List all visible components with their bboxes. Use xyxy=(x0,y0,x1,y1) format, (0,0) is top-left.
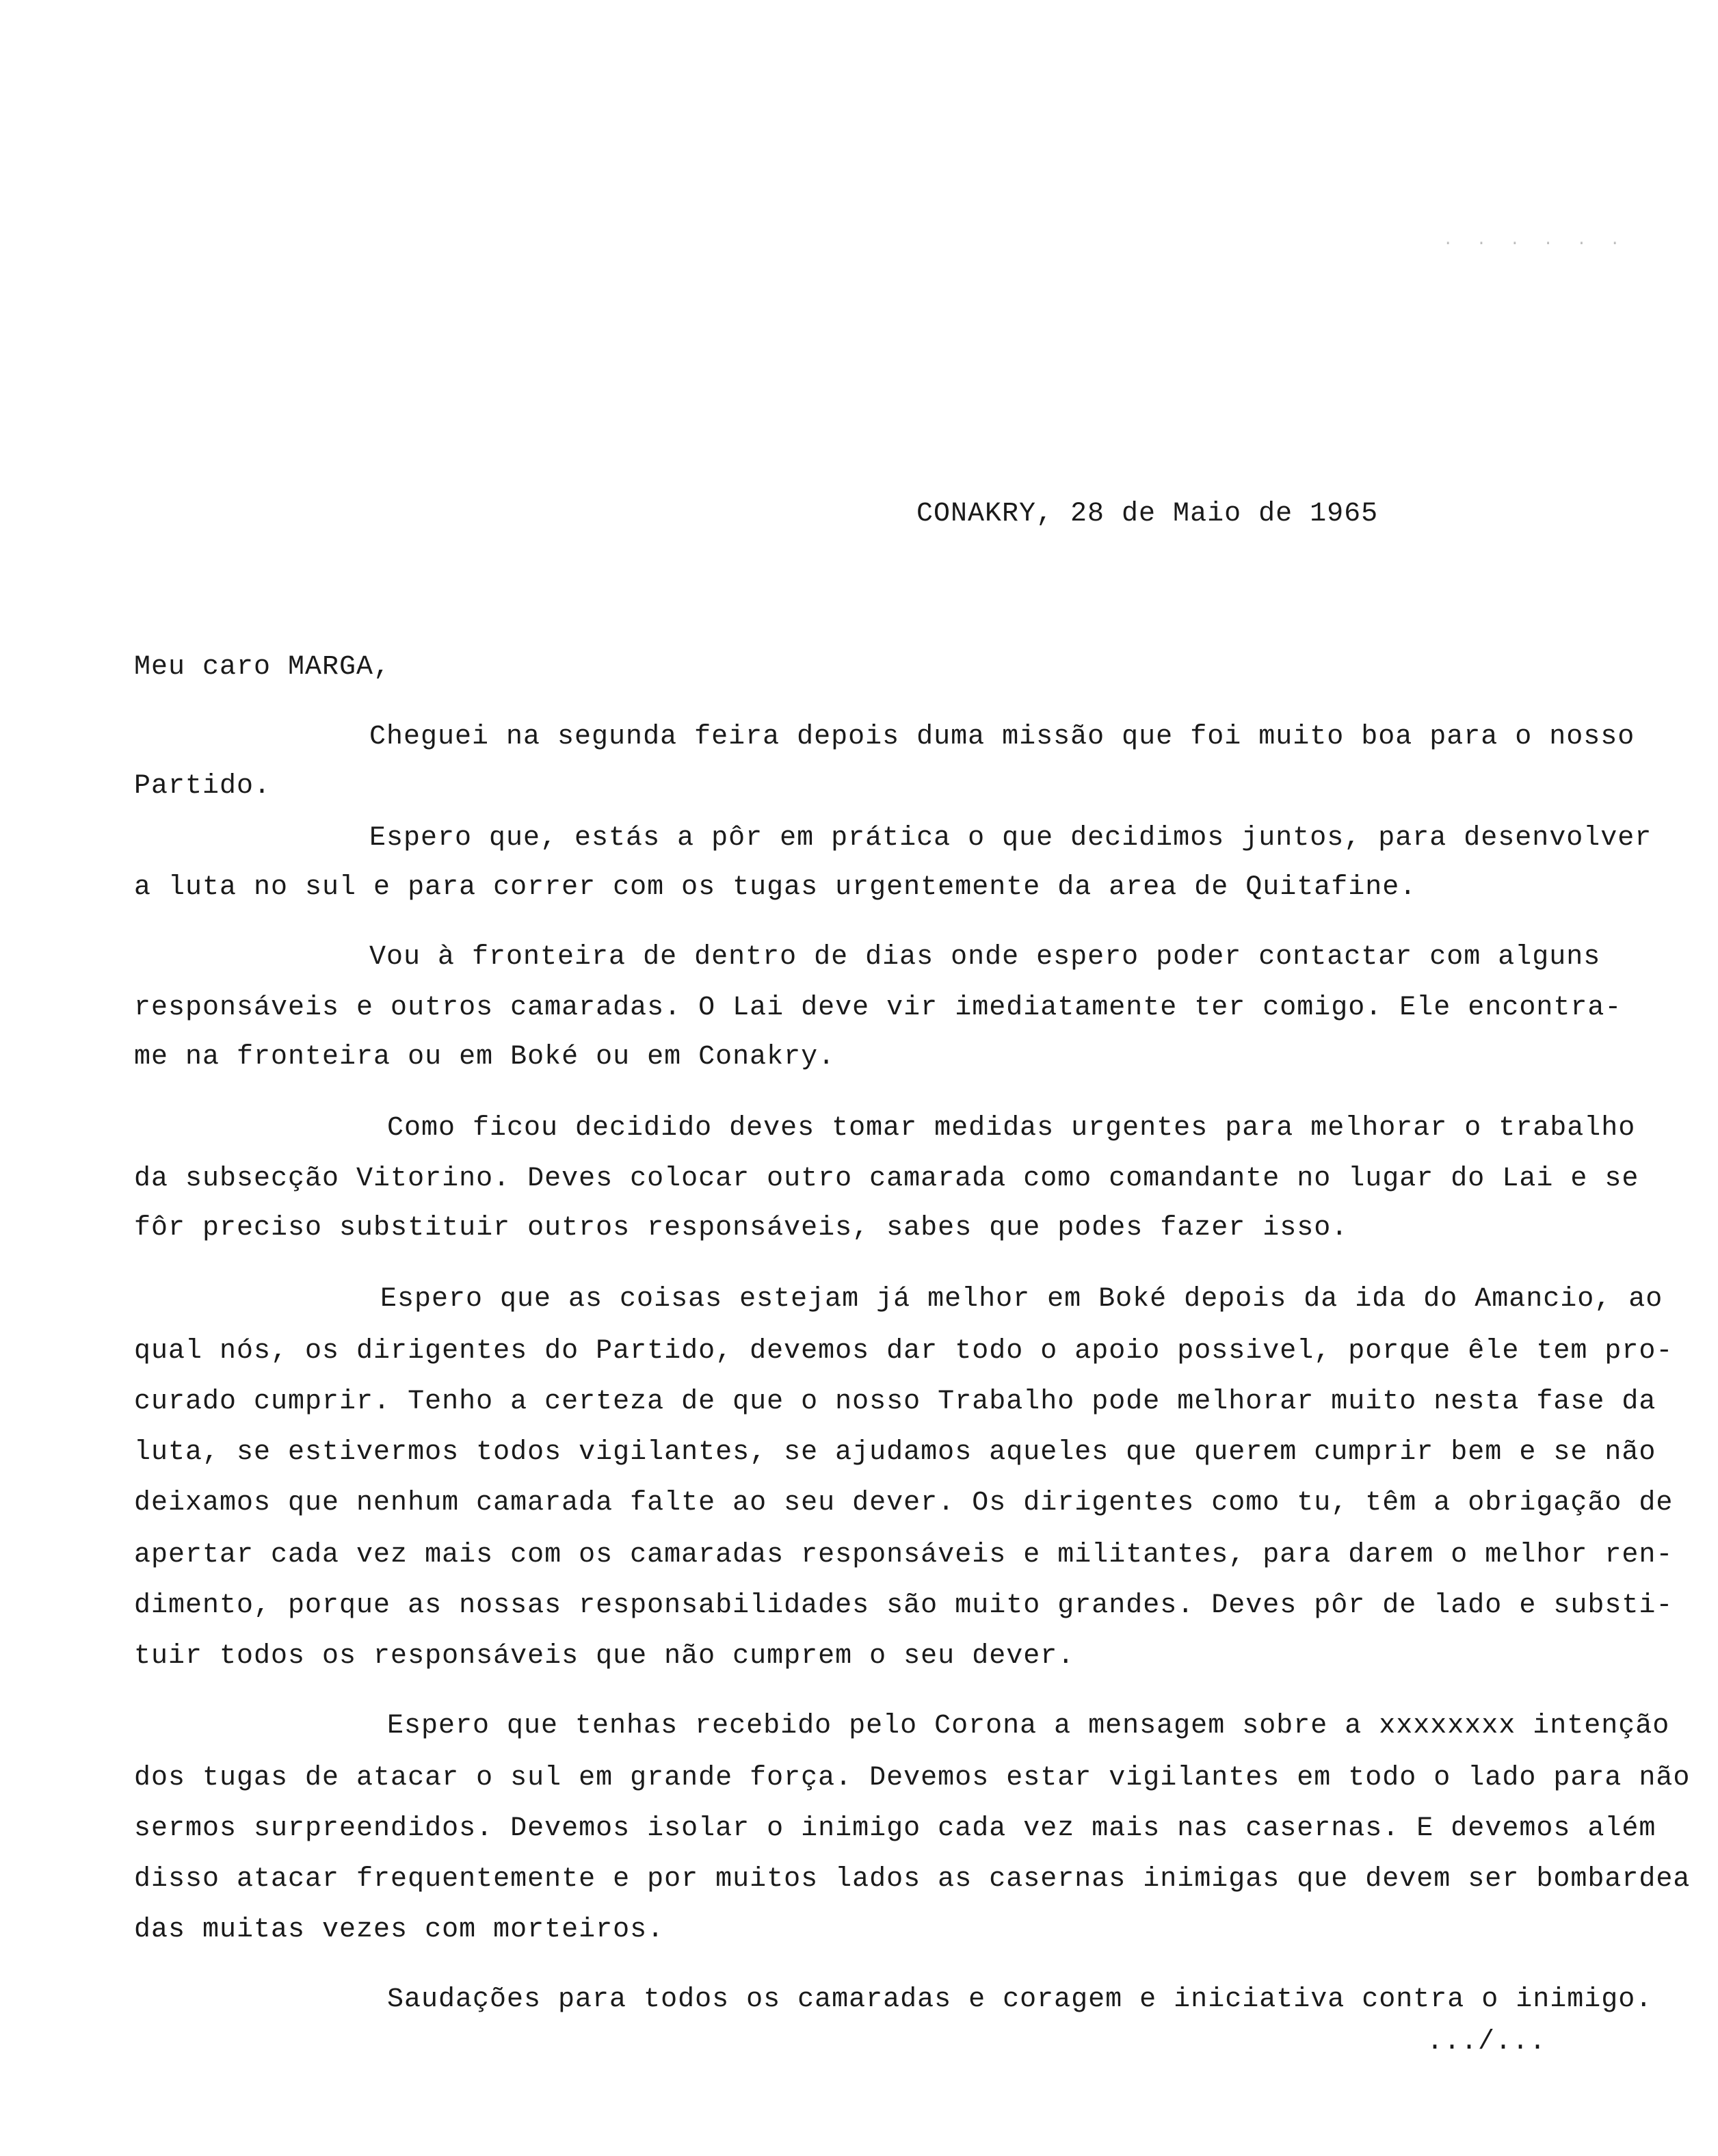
paragraph-2-line-1: Espero que, estás a pôr em prática o que decidimos juntos, para desenvolver xyxy=(369,823,1652,854)
paragraph-5-line-1: Espero que as coisas estejam já melhor em Boké depois da ida do Amancio, ao xyxy=(380,1284,1663,1315)
paragraph-4-line-3: fôr preciso substituir outros responsáveis, sabes que podes fazer isso. xyxy=(134,1213,1349,1244)
paragraph-6-line-1: Espero que tenhas recebido pelo Corona a mensagem sobre a xxxxxxxx intenção xyxy=(387,1711,1670,1741)
paragraph-1-line-2: Partido. xyxy=(134,771,272,802)
paragraph-3-line-1: Vou à fronteira de dentro de dias onde espero poder contactar com alguns xyxy=(369,942,1601,973)
paragraph-5-line-7: dimento, porque as nossas responsabilidades são muito grandes. Deves pôr de lado e substi- xyxy=(134,1590,1674,1621)
paragraph-3-line-2: responsáveis e outros camaradas. O Lai deve vir imediatamente ter comigo. Ele encontra- xyxy=(134,992,1622,1023)
paragraph-3-line-3: me na fronteira ou em Boké ou em Conakry. xyxy=(134,1042,836,1073)
continuation-mark: .../... xyxy=(1427,2027,1547,2058)
date-line: CONAKRY, 28 de Maio de 1965 xyxy=(916,499,1379,529)
faint-dots: . . . . . . xyxy=(1443,231,1627,250)
paragraph-5-line-5: deixamos que nenhum camarada falte ao seu dever. Os dirigentes como tu, têm a obrigação de xyxy=(134,1488,1674,1519)
paragraph-6-line-5: das muitas vezes com morteiros. xyxy=(134,1915,665,1945)
paragraph-7-line-1: Saudações para todos os camaradas e coragem e iniciativa contra o inimigo. xyxy=(387,1984,1653,2015)
paragraph-1-line-1: Cheguei na segunda feira depois duma missão que foi muito boa para o nosso xyxy=(369,722,1635,752)
paragraph-6-line-4: disso atacar frequentemente e por muitos lados as casernas inimigas que devem ser bombardea xyxy=(134,1864,1691,1895)
paragraph-2-line-2: a luta no sul e para correr com os tugas urgentemente da area de Quitafine. xyxy=(134,872,1417,903)
paragraph-5-line-8: tuir todos os responsáveis que não cumprem o seu dever. xyxy=(134,1641,1075,1672)
paragraph-6-line-2: dos tugas de atacar o sul em grande força. Devemos estar vigilantes em todo o lado para não xyxy=(134,1763,1691,1793)
paragraph-5-line-4: luta, se estivermos todos vigilantes, se ajudamos aqueles que querem cumprir bem e se não xyxy=(134,1437,1656,1468)
paragraph-4-line-2: da subsecção Vitorino. Deves colocar outro camarada como comandante no lugar do Lai e se xyxy=(134,1164,1639,1194)
paragraph-5-line-3: curado cumprir. Tenho a certeza de que o nosso Trabalho pode melhorar muito nesta fase da xyxy=(134,1386,1656,1417)
paragraph-5-line-2: qual nós, os dirigentes do Partido, devemos dar todo o apoio possivel, porque êle tem pro- xyxy=(134,1336,1674,1367)
paragraph-4-line-1: Como ficou decidido deves tomar medidas urgentes para melhorar o trabalho xyxy=(387,1113,1636,1144)
paragraph-5-line-6: apertar cada vez mais com os camaradas responsáveis e militantes, para darem o melhor ren- xyxy=(134,1540,1674,1570)
salutation: Meu caro MARGA, xyxy=(134,652,391,683)
paragraph-6-line-3: sermos surpreendidos. Devemos isolar o inimigo cada vez mais nas casernas. E devemos além xyxy=(134,1813,1656,1844)
